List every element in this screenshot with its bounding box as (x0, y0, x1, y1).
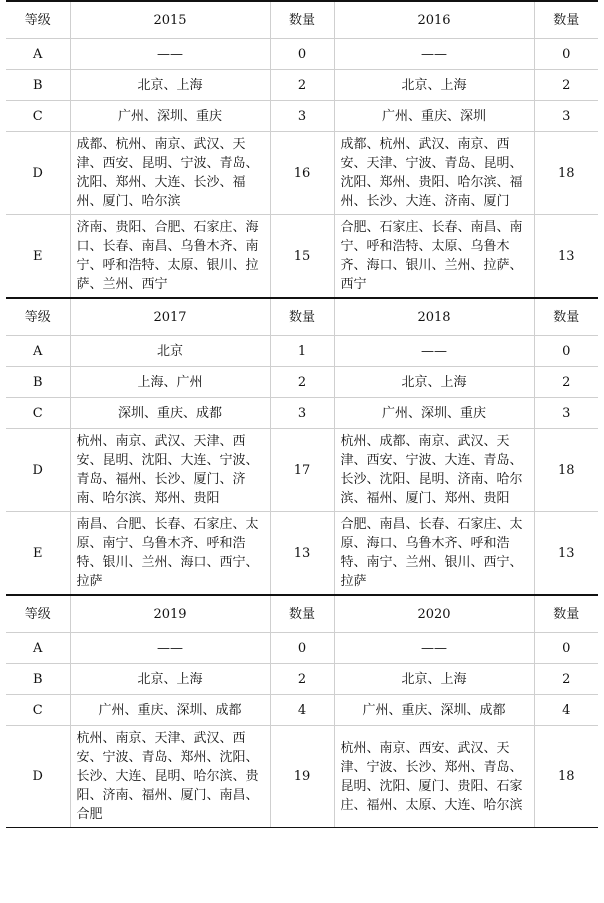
city-list-cell: —— (334, 39, 534, 70)
city-list-cell: —— (334, 336, 534, 367)
year-header: 2020 (334, 595, 534, 633)
grade-cell: B (6, 70, 70, 101)
count-cell: 13 (270, 512, 334, 596)
city-list-cell: 济南、贵阳、合肥、石家庄、海口、长春、南昌、乌鲁木齐、南宁、呼和浩特、太原、银川、拉萨、兰州、西宁 (70, 215, 270, 299)
grade-header: 等级 (6, 298, 70, 336)
count-cell: 17 (270, 429, 334, 512)
grade-header: 等级 (6, 595, 70, 633)
count-cell: 13 (534, 215, 598, 299)
table-row (6, 39, 598, 70)
table-row (6, 101, 598, 132)
year-header: 2018 (334, 298, 534, 336)
block-2017-2018 (6, 298, 598, 595)
count-header: 数量 (534, 595, 598, 633)
table-row (6, 398, 598, 429)
city-list-cell: 上海、广州 (70, 367, 270, 398)
city-list-cell: 北京、上海 (334, 367, 534, 398)
city-list-cell: 广州、重庆、深圳、成都 (334, 695, 534, 726)
count-cell: 3 (534, 101, 598, 132)
grade-cell: A (6, 336, 70, 367)
city-list-cell: 广州、重庆、深圳 (334, 101, 534, 132)
table-row (6, 367, 598, 398)
city-list-cell: 杭州、成都、南京、武汉、天津、西安、宁波、大连、青岛、长沙、沈阳、昆明、济南、哈尔滨、福州、厦门、郑州、贵阳 (334, 429, 534, 512)
grade-cell: B (6, 664, 70, 695)
count-cell: 3 (270, 101, 334, 132)
count-cell: 2 (270, 70, 334, 101)
year-header: 2015 (70, 1, 270, 39)
count-cell: 18 (534, 132, 598, 215)
count-cell: 18 (534, 726, 598, 828)
grade-cell: D (6, 429, 70, 512)
table-row (6, 132, 598, 215)
count-cell: 0 (270, 39, 334, 70)
header-row (6, 595, 598, 633)
table-row (6, 215, 598, 299)
grade-header: 等级 (6, 1, 70, 39)
count-cell: 16 (270, 132, 334, 215)
grade-cell: E (6, 215, 70, 299)
count-cell: 2 (534, 70, 598, 101)
table-row (6, 336, 598, 367)
count-cell: 15 (270, 215, 334, 299)
year-header: 2017 (70, 298, 270, 336)
city-list-cell: 广州、深圳、重庆 (70, 101, 270, 132)
city-list-cell: 广州、重庆、深圳、成都 (70, 695, 270, 726)
grade-cell: B (6, 367, 70, 398)
city-list-cell: 成都、杭州、武汉、南京、西安、天津、宁波、青岛、昆明、沈阳、郑州、贵阳、哈尔滨、福州、长沙、大连、济南、厦门 (334, 132, 534, 215)
count-cell: 2 (534, 664, 598, 695)
count-cell: 19 (270, 726, 334, 828)
grade-cell: A (6, 39, 70, 70)
city-list-cell: 北京 (70, 336, 270, 367)
city-list-cell: —— (334, 633, 534, 664)
count-cell: 3 (270, 398, 334, 429)
city-list-cell: 广州、深圳、重庆 (334, 398, 534, 429)
city-list-cell: 北京、上海 (70, 664, 270, 695)
city-list-cell: 合肥、石家庄、长春、南昌、南宁、呼和浩特、太原、乌鲁木齐、海口、银川、兰州、拉萨、西宁 (334, 215, 534, 299)
count-cell: 2 (270, 367, 334, 398)
city-list-cell: 杭州、南京、西安、武汉、天津、宁波、长沙、郑州、青岛、昆明、沈阳、厦门、贵阳、石家庄、福州、太原、大连、哈尔滨 (334, 726, 534, 828)
count-cell: 4 (270, 695, 334, 726)
table-row (6, 512, 598, 596)
table-row (6, 633, 598, 664)
count-header: 数量 (270, 1, 334, 39)
city-list-cell: 北京、上海 (334, 664, 534, 695)
city-list-cell: 成都、杭州、南京、武汉、天津、西安、昆明、宁波、青岛、沈阳、郑州、大连、长沙、福州、厦门、哈尔滨 (70, 132, 270, 215)
count-header: 数量 (534, 1, 598, 39)
city-list-cell: 北京、上海 (70, 70, 270, 101)
city-list-cell: 杭州、南京、天津、武汉、西安、宁波、青岛、郑州、沈阳、长沙、大连、昆明、哈尔滨、贵阳、济南、福州、厦门、南昌、合肥 (70, 726, 270, 828)
table-row (6, 726, 598, 828)
table-row (6, 70, 598, 101)
grade-cell: C (6, 695, 70, 726)
count-header: 数量 (270, 298, 334, 336)
grade-cell: C (6, 101, 70, 132)
city-list-cell: 北京、上海 (334, 70, 534, 101)
count-cell: 0 (534, 336, 598, 367)
block-2019-2020 (6, 595, 598, 828)
grade-cell: E (6, 512, 70, 596)
table-row (6, 695, 598, 726)
count-cell: 2 (270, 664, 334, 695)
header-row (6, 1, 598, 39)
count-cell: 18 (534, 429, 598, 512)
count-cell: 0 (534, 633, 598, 664)
year-header: 2019 (70, 595, 270, 633)
city-list-cell: 南昌、合肥、长春、石家庄、太原、南宁、乌鲁木齐、呼和浩特、银川、兰州、海口、西宁、拉萨 (70, 512, 270, 596)
grade-cell: D (6, 132, 70, 215)
grade-cell: C (6, 398, 70, 429)
count-cell: 4 (534, 695, 598, 726)
count-header: 数量 (270, 595, 334, 633)
city-list-cell: 合肥、南昌、长春、石家庄、太原、海口、乌鲁木齐、呼和浩特、南宁、兰州、银川、西宁、拉萨 (334, 512, 534, 596)
city-grade-table (6, 0, 598, 828)
count-cell: 2 (534, 367, 598, 398)
grade-cell: D (6, 726, 70, 828)
city-list-cell: 杭州、南京、武汉、天津、西安、昆明、沈阳、大连、宁波、青岛、福州、长沙、厦门、济南、哈尔滨、郑州、贵阳 (70, 429, 270, 512)
count-cell: 13 (534, 512, 598, 596)
header-row (6, 298, 598, 336)
block-2015-2016 (6, 1, 598, 298)
count-cell: 0 (534, 39, 598, 70)
grade-cell: A (6, 633, 70, 664)
year-header: 2016 (334, 1, 534, 39)
table-row (6, 429, 598, 512)
count-cell: 0 (270, 633, 334, 664)
count-header: 数量 (534, 298, 598, 336)
city-list-cell: 深圳、重庆、成都 (70, 398, 270, 429)
table-row (6, 664, 598, 695)
city-list-cell: —— (70, 39, 270, 70)
count-cell: 3 (534, 398, 598, 429)
city-list-cell: —— (70, 633, 270, 664)
count-cell: 1 (270, 336, 334, 367)
